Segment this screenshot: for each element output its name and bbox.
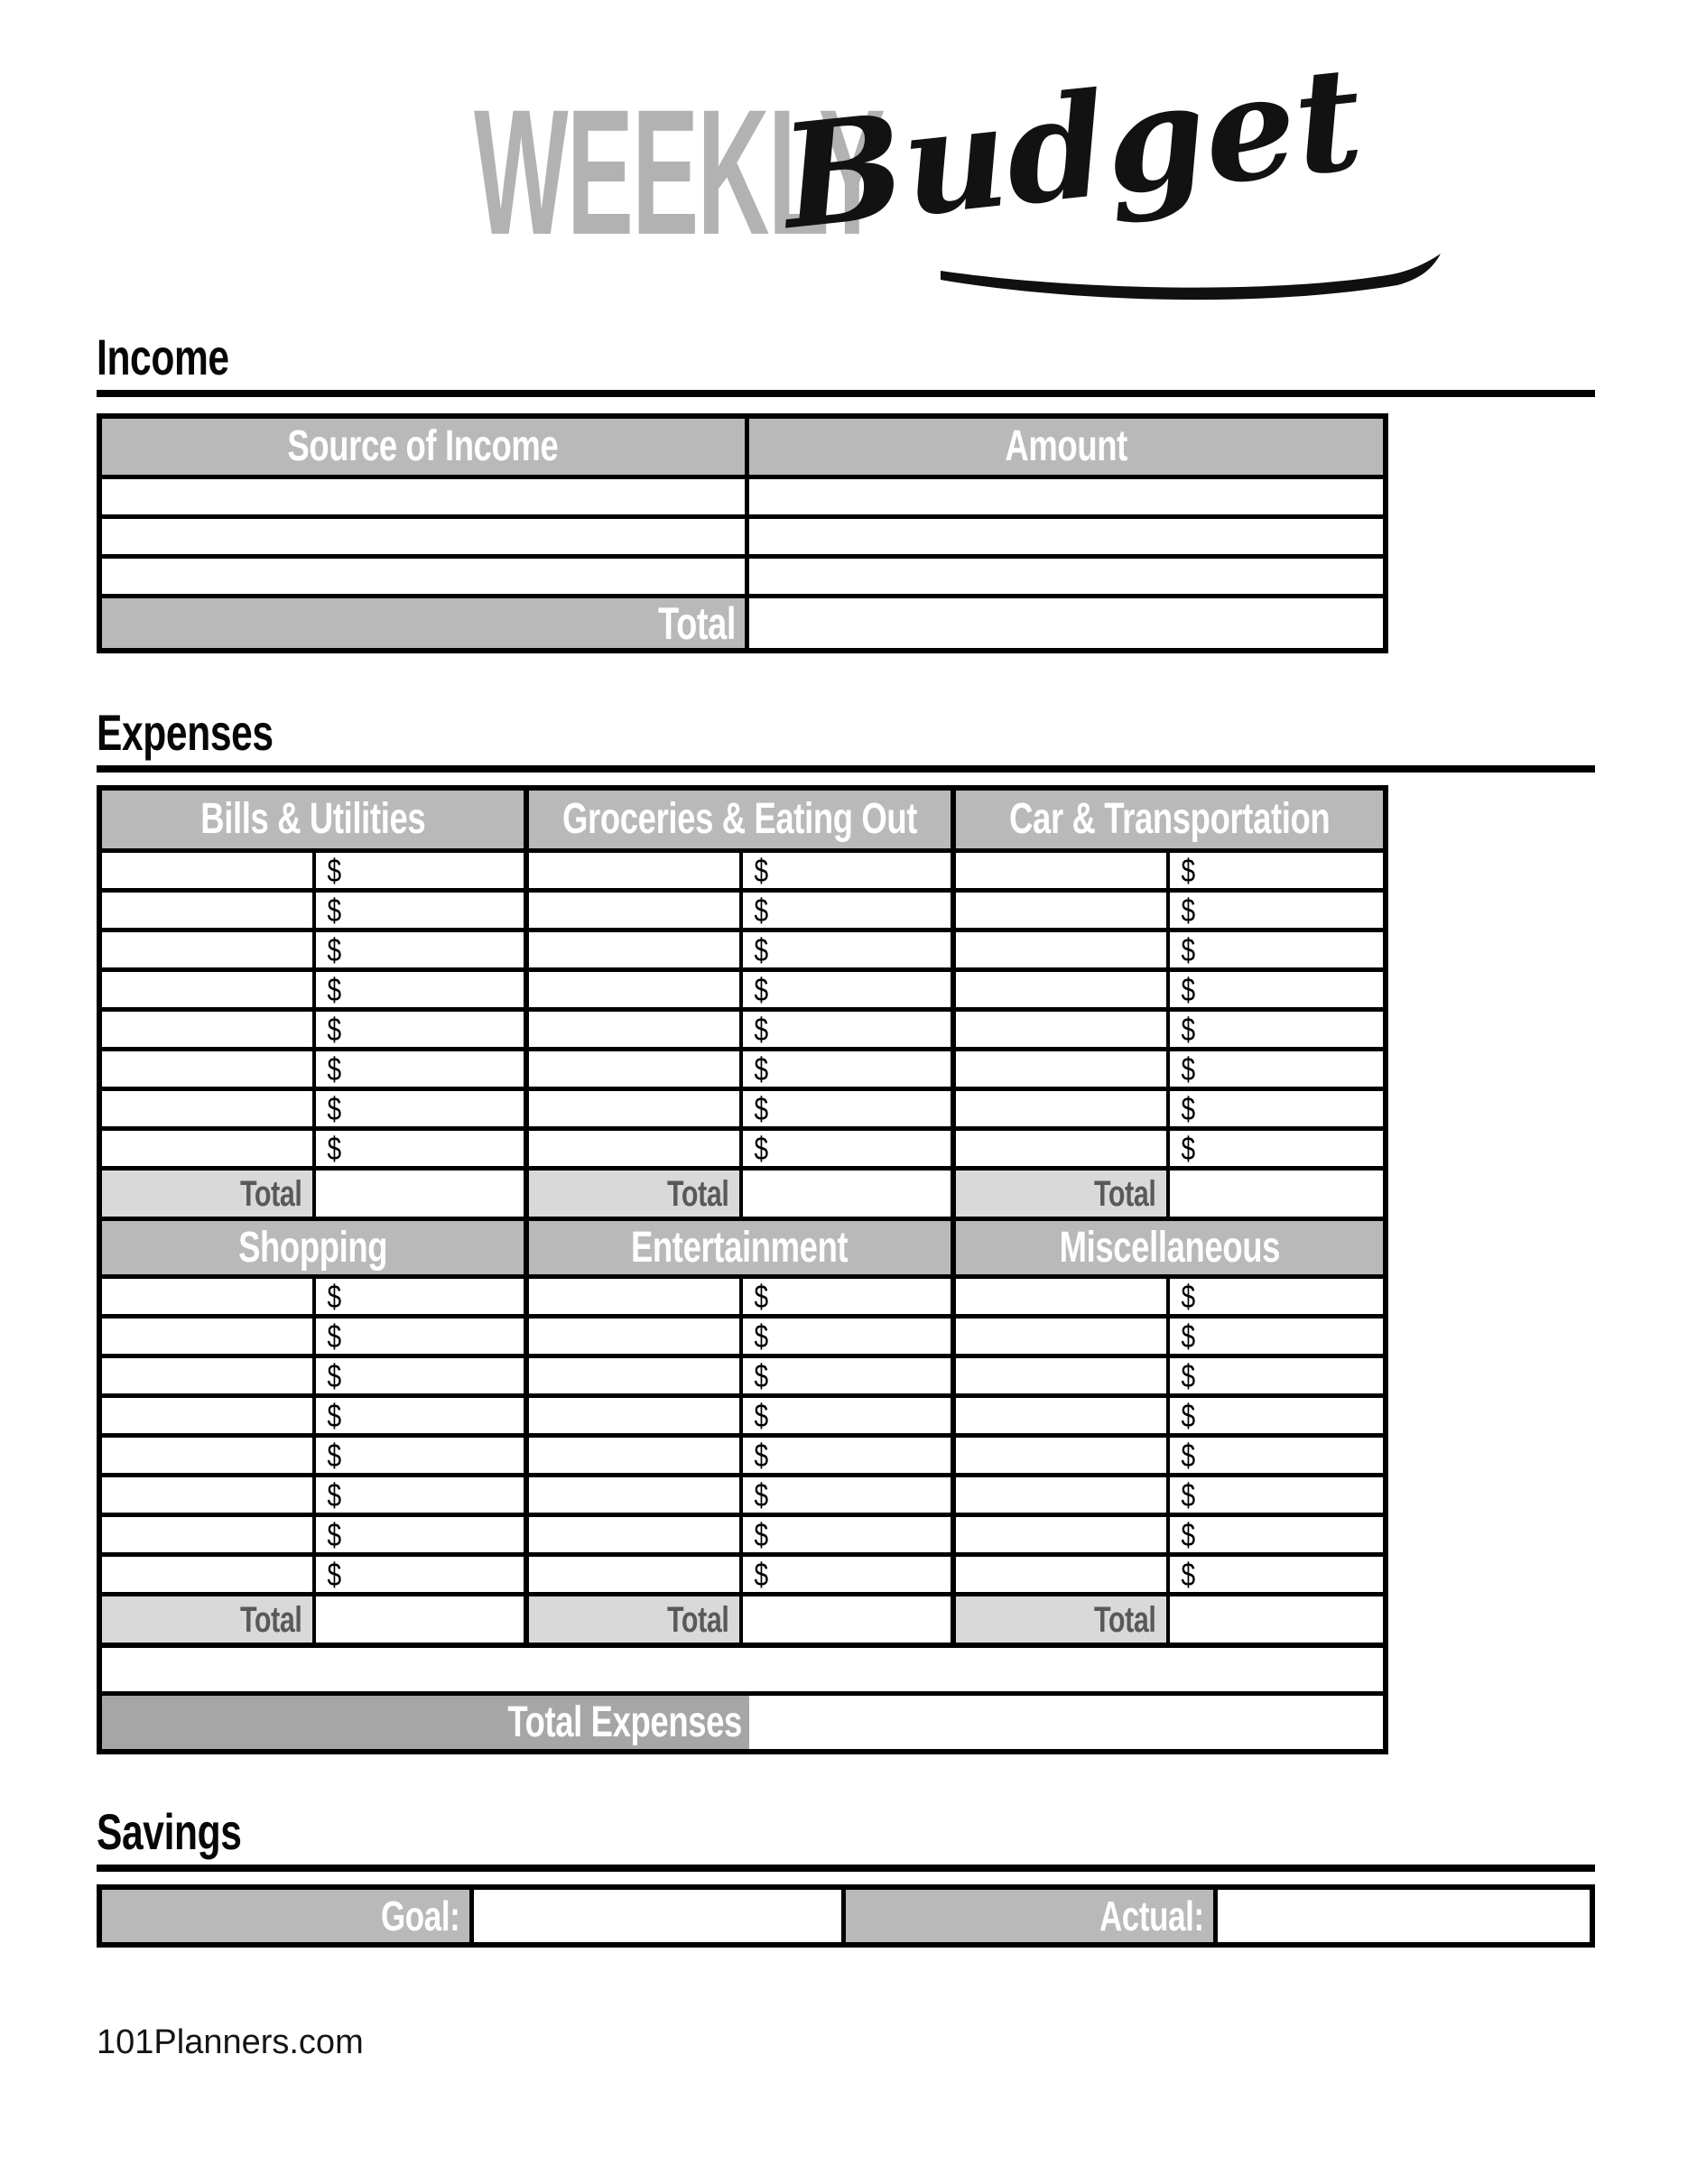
expenses-heading: Expenses: [97, 704, 274, 761]
currency-symbol: $: [1180, 1476, 1195, 1513]
expense-category-header-cell: [956, 791, 1383, 848]
expense-desc-cell[interactable]: [102, 1517, 316, 1552]
expense-amount-cell[interactable]: [1170, 893, 1384, 928]
expense-amount-cell[interactable]: [316, 972, 530, 1007]
expense-category-label: Shopping: [237, 1223, 388, 1272]
category-total-label-cell: [102, 1596, 316, 1643]
spacer-row: [102, 1643, 1383, 1691]
expense-desc-cell[interactable]: [529, 1398, 743, 1433]
expense-amount-cell[interactable]: [316, 1477, 530, 1513]
expense-amount-cell[interactable]: [316, 1131, 530, 1166]
income-row: [102, 514, 1383, 554]
income-source-cell[interactable]: [102, 479, 749, 514]
category-total-value-cell[interactable]: [743, 1596, 957, 1643]
expense-amount-cell[interactable]: [316, 1517, 530, 1552]
income-heading: Income: [97, 329, 229, 385]
expense-desc-cell[interactable]: [956, 1557, 1170, 1592]
savings-actual-label: Actual:: [1099, 1892, 1204, 1939]
expense-category-label: Miscellaneous: [1059, 1223, 1280, 1272]
expense-amount-cell[interactable]: [316, 1358, 530, 1393]
expense-desc-cell[interactable]: [102, 1131, 316, 1166]
income-header-amount: [749, 419, 1383, 475]
category-total-value-cell[interactable]: [1170, 1596, 1384, 1643]
expense-desc-cell[interactable]: [529, 1438, 743, 1473]
expense-row: [102, 1047, 1383, 1087]
currency-symbol: $: [753, 930, 768, 968]
expense-desc-cell[interactable]: [529, 1051, 743, 1087]
expense-desc-cell[interactable]: [102, 1438, 316, 1473]
category-total-label: Total: [667, 1599, 729, 1640]
expense-desc-cell[interactable]: [529, 1131, 743, 1166]
income-header-row: [102, 419, 1383, 475]
currency-symbol: $: [1180, 1089, 1195, 1127]
expense-category-label: Car & Transportation: [1008, 795, 1331, 843]
currency-symbol: $: [326, 1129, 341, 1167]
expense-desc-cell[interactable]: [529, 1557, 743, 1592]
expense-amount-cell[interactable]: [316, 893, 530, 928]
category-total-label: Total: [1094, 1599, 1156, 1640]
expense-amount-cell[interactable]: [743, 932, 957, 967]
total-expenses-label-cell: [102, 1696, 749, 1749]
expense-category-header-cell: [529, 1221, 956, 1274]
expense-category-header-cell: [529, 791, 956, 848]
category-total-value-cell[interactable]: [743, 1171, 957, 1217]
currency-symbol: $: [753, 1089, 768, 1127]
income-total-label: Total: [658, 597, 737, 649]
total-expenses-label: Total Expenses: [507, 1698, 742, 1746]
expense-amount-cell[interactable]: [743, 1557, 957, 1592]
income-section-divider: [97, 390, 1595, 397]
savings-actual-value-cell[interactable]: [1218, 1890, 1590, 1942]
expense-category-header-cell: [102, 1221, 529, 1274]
category-total-label: Total: [240, 1599, 302, 1640]
currency-symbol: $: [1180, 970, 1195, 1008]
expense-row: [102, 967, 1383, 1007]
expense-row: [102, 1314, 1383, 1354]
expense-desc-cell[interactable]: [956, 1131, 1170, 1166]
currency-symbol: $: [326, 1436, 341, 1474]
category-total-label-cell: [529, 1171, 743, 1217]
expense-category-header-cell: [956, 1221, 1383, 1274]
expense-amount-cell[interactable]: [743, 972, 957, 1007]
currency-symbol: $: [326, 1555, 341, 1593]
currency-symbol: $: [1180, 851, 1195, 889]
expense-amount-cell[interactable]: [316, 1438, 530, 1473]
expense-desc-cell[interactable]: [956, 853, 1170, 888]
currency-symbol: $: [326, 1050, 341, 1087]
title-underline-flourish: [941, 251, 1446, 314]
income-section: [97, 329, 1688, 653]
currency-symbol: $: [753, 1396, 768, 1434]
expense-amount-cell[interactable]: [743, 1319, 957, 1354]
expense-desc-cell[interactable]: [102, 1279, 316, 1314]
expense-desc-cell[interactable]: [529, 893, 743, 928]
expense-desc-cell[interactable]: [102, 893, 316, 928]
expense-amount-cell[interactable]: [316, 1012, 530, 1047]
expense-amount-cell[interactable]: [1170, 1279, 1384, 1314]
expense-amount-cell[interactable]: [316, 1398, 530, 1433]
currency-symbol: $: [753, 1356, 768, 1394]
expense-desc-cell[interactable]: [529, 1279, 743, 1314]
expense-amount-cell[interactable]: [743, 1131, 957, 1166]
income-table: [97, 413, 1388, 653]
expense-desc-cell[interactable]: [102, 932, 316, 967]
expense-amount-cell[interactable]: [1170, 932, 1384, 967]
currency-symbol: $: [326, 930, 341, 968]
category-total-label-cell: [102, 1171, 316, 1217]
expenses-section-divider: [97, 765, 1595, 773]
expense-category-header-cell: [102, 791, 529, 848]
income-source-cell[interactable]: [102, 559, 749, 594]
currency-symbol: $: [1180, 1356, 1195, 1394]
currency-symbol: $: [326, 851, 341, 889]
income-amount-cell[interactable]: [749, 519, 1383, 554]
currency-symbol: $: [753, 891, 768, 929]
currency-symbol: $: [1180, 1277, 1195, 1315]
currency-symbol: $: [1180, 1050, 1195, 1087]
expense-amount-cell[interactable]: [1170, 853, 1384, 888]
expense-amount-cell[interactable]: [316, 1091, 530, 1126]
savings-table: [97, 1884, 1595, 1948]
expense-amount-cell[interactable]: [1170, 1012, 1384, 1047]
currency-symbol: $: [326, 970, 341, 1008]
expense-row: [102, 848, 1383, 888]
currency-symbol: $: [753, 1515, 768, 1553]
income-amount-cell[interactable]: [749, 559, 1383, 594]
savings-section-divider: [97, 1865, 1595, 1872]
expense-desc-cell[interactable]: [529, 1091, 743, 1126]
expense-desc-cell[interactable]: [956, 1398, 1170, 1433]
currency-symbol: $: [326, 1396, 341, 1434]
expense-desc-cell[interactable]: [529, 972, 743, 1007]
expense-amount-cell[interactable]: [1170, 1051, 1384, 1087]
currency-symbol: $: [1180, 891, 1195, 929]
income-row: [102, 554, 1383, 594]
expense-amount-cell[interactable]: [1170, 1319, 1384, 1354]
expense-amount-cell[interactable]: [743, 853, 957, 888]
currency-symbol: $: [1180, 1317, 1195, 1355]
category-total-label: Total: [667, 1173, 729, 1214]
expense-row: [102, 1126, 1383, 1166]
expense-desc-cell[interactable]: [956, 1438, 1170, 1473]
expense-amount-cell[interactable]: [316, 1051, 530, 1087]
income-total-row: [102, 594, 1383, 648]
expense-amount-cell[interactable]: [1170, 1398, 1384, 1433]
savings-heading: Savings: [97, 1803, 242, 1860]
expense-desc-cell[interactable]: [956, 1051, 1170, 1087]
expense-desc-cell[interactable]: [529, 1517, 743, 1552]
category-total-label-cell: [529, 1596, 743, 1643]
currency-symbol: $: [326, 1356, 341, 1394]
currency-symbol: $: [326, 1317, 341, 1355]
expense-amount-cell[interactable]: [743, 893, 957, 928]
expense-desc-cell[interactable]: [529, 1319, 743, 1354]
title-budget-script: Budget: [774, 34, 1370, 263]
expense-desc-cell[interactable]: [102, 1012, 316, 1047]
expense-amount-cell[interactable]: [743, 1091, 957, 1126]
expense-amount-cell[interactable]: [1170, 1091, 1384, 1126]
category-total-label-cell: [956, 1596, 1170, 1643]
category-total-label: Total: [240, 1173, 302, 1214]
category-total-value-cell[interactable]: [316, 1596, 530, 1643]
savings-goal-label: Goal:: [380, 1892, 460, 1939]
income-amount-cell[interactable]: [749, 479, 1383, 514]
savings-actual-label-cell: [846, 1890, 1218, 1942]
expense-category-header-row: [102, 791, 1383, 848]
expense-row: [102, 1087, 1383, 1126]
currency-symbol: $: [753, 1050, 768, 1087]
expense-amount-cell[interactable]: [316, 1557, 530, 1592]
currency-symbol: $: [1180, 1515, 1195, 1553]
expense-amount-cell[interactable]: [316, 853, 530, 888]
income-total-value-cell[interactable]: [749, 598, 1383, 648]
income-header-source-label: Source of Income: [287, 422, 559, 470]
expense-category-label: Entertainment: [631, 1223, 849, 1272]
expense-desc-cell[interactable]: [102, 1051, 316, 1087]
expense-desc-cell[interactable]: [956, 972, 1170, 1007]
expense-amount-cell[interactable]: [316, 1319, 530, 1354]
expense-desc-cell[interactable]: [956, 1319, 1170, 1354]
expense-row: [102, 888, 1383, 928]
expense-desc-cell[interactable]: [529, 1477, 743, 1513]
expense-amount-cell[interactable]: [1170, 1477, 1384, 1513]
currency-symbol: $: [1180, 1436, 1195, 1474]
currency-symbol: $: [753, 1129, 768, 1167]
site-credit: 101Planners.com: [97, 2023, 364, 2061]
currency-symbol: $: [753, 1555, 768, 1593]
expense-desc-cell[interactable]: [956, 893, 1170, 928]
expense-desc-cell[interactable]: [956, 1091, 1170, 1126]
expense-row: [102, 1433, 1383, 1473]
savings-goal-label-cell: [102, 1890, 474, 1942]
currency-symbol: $: [753, 970, 768, 1008]
expense-category-label: Groceries & Eating Out: [561, 795, 917, 843]
expense-desc-cell[interactable]: [956, 1279, 1170, 1314]
currency-symbol: $: [326, 891, 341, 929]
expense-amount-cell[interactable]: [743, 1477, 957, 1513]
expense-desc-cell[interactable]: [956, 1012, 1170, 1047]
expense-amount-cell[interactable]: [316, 1279, 530, 1314]
expense-row: [102, 1473, 1383, 1513]
expense-row: [102, 1513, 1383, 1552]
currency-symbol: $: [753, 1476, 768, 1513]
currency-symbol: $: [326, 1277, 341, 1315]
currency-symbol: $: [326, 1089, 341, 1127]
currency-symbol: $: [753, 1436, 768, 1474]
category-total-row: [102, 1166, 1383, 1217]
expense-desc-cell[interactable]: [956, 1517, 1170, 1552]
expense-row: [102, 928, 1383, 967]
currency-symbol: $: [1180, 1396, 1195, 1434]
expense-desc-cell[interactable]: [529, 1358, 743, 1393]
expense-desc-cell[interactable]: [102, 1358, 316, 1393]
expense-amount-cell[interactable]: [743, 1398, 957, 1433]
income-header-source: [102, 419, 749, 475]
expense-desc-cell[interactable]: [102, 853, 316, 888]
currency-symbol: $: [1180, 1555, 1195, 1593]
currency-symbol: $: [1180, 930, 1195, 968]
currency-symbol: $: [753, 1277, 768, 1315]
expense-amount-cell[interactable]: [1170, 972, 1384, 1007]
expense-desc-cell[interactable]: [529, 1012, 743, 1047]
expense-desc-cell[interactable]: [102, 1319, 316, 1354]
expense-row: [102, 1007, 1383, 1047]
category-total-row: [102, 1592, 1383, 1643]
expense-amount-cell[interactable]: [1170, 1358, 1384, 1393]
category-total-value-cell[interactable]: [316, 1171, 530, 1217]
category-total-value-cell[interactable]: [1170, 1171, 1384, 1217]
expense-amount-cell[interactable]: [743, 1051, 957, 1087]
expense-amount-cell[interactable]: [743, 1279, 957, 1314]
expense-desc-cell[interactable]: [102, 1091, 316, 1126]
title-weekly: WEEKLY: [474, 72, 885, 272]
expense-desc-cell[interactable]: [956, 932, 1170, 967]
total-expenses-value-cell[interactable]: [749, 1696, 1383, 1749]
expense-desc-cell[interactable]: [529, 853, 743, 888]
currency-symbol: $: [753, 1010, 768, 1048]
expense-desc-cell[interactable]: [956, 1477, 1170, 1513]
expense-amount-cell[interactable]: [1170, 1557, 1384, 1592]
currency-symbol: $: [1180, 1129, 1195, 1167]
expense-amount-cell[interactable]: [743, 1012, 957, 1047]
expense-desc-cell[interactable]: [102, 972, 316, 1007]
expense-amount-cell[interactable]: [316, 932, 530, 967]
expense-desc-cell[interactable]: [102, 1557, 316, 1592]
expense-row: [102, 1393, 1383, 1433]
expenses-section: [97, 704, 1688, 1754]
expense-amount-cell[interactable]: [1170, 1517, 1384, 1552]
currency-symbol: $: [753, 851, 768, 889]
savings-section: [97, 1803, 1688, 1948]
expense-amount-cell[interactable]: [1170, 1438, 1384, 1473]
currency-symbol: $: [1180, 1010, 1195, 1048]
expense-row: [102, 1274, 1383, 1314]
expense-amount-cell[interactable]: [743, 1438, 957, 1473]
currency-symbol: $: [326, 1010, 341, 1048]
expenses-blocks: [102, 791, 1383, 1643]
income-source-cell[interactable]: [102, 519, 749, 554]
category-total-label-cell: [956, 1171, 1170, 1217]
expense-row: [102, 1354, 1383, 1393]
income-total-label-cell: [102, 598, 749, 648]
currency-symbol: $: [753, 1317, 768, 1355]
expense-amount-cell[interactable]: [743, 1358, 957, 1393]
expense-category-label: Bills & Utilities: [200, 795, 425, 843]
masthead: [97, 0, 1688, 312]
income-table-body: [102, 475, 1383, 594]
income-row: [102, 475, 1383, 514]
currency-symbol: $: [326, 1476, 341, 1513]
savings-goal-value-cell[interactable]: [474, 1890, 846, 1942]
expense-row: [102, 1552, 1383, 1592]
expense-desc-cell[interactable]: [102, 1398, 316, 1433]
expenses-table: [97, 785, 1388, 1754]
expense-desc-cell[interactable]: [956, 1358, 1170, 1393]
currency-symbol: $: [326, 1515, 341, 1553]
expense-desc-cell[interactable]: [529, 932, 743, 967]
income-header-amount-label: Amount: [1005, 422, 1127, 470]
total-expenses-row: [102, 1691, 1383, 1749]
expense-desc-cell[interactable]: [102, 1477, 316, 1513]
expense-amount-cell[interactable]: [1170, 1131, 1384, 1166]
expense-category-header-row: [102, 1217, 1383, 1274]
category-total-label: Total: [1094, 1173, 1156, 1214]
expense-amount-cell[interactable]: [743, 1517, 957, 1552]
